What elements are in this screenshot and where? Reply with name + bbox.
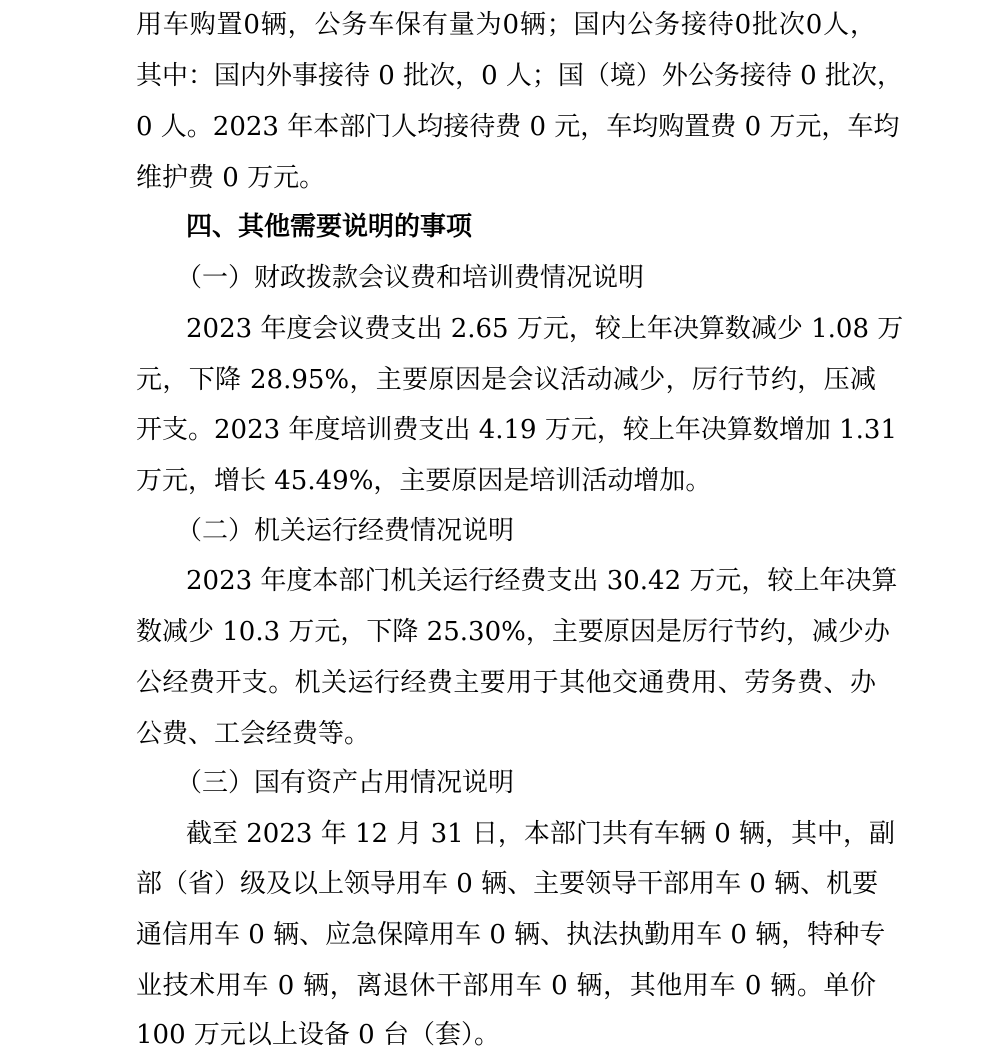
paragraph-line: 开支。2023 年度培训费支出 4.19 万元，较上年决算数增加 1.31: [136, 415, 898, 445]
paragraph-line: 0 人。2023 年本部门人均接待费 0 元，车均购置费 0 万元，车均: [136, 112, 900, 142]
paragraph-line: 数减少 10.3 万元，下降 25.30%，主要原因是厉行节约，减少办: [136, 617, 890, 647]
paragraph-line: 2023 年度会议费支出 2.65 万元，较上年决算数减少 1.08 万: [186, 314, 904, 344]
section-heading: 四、其他需要说明的事项: [186, 212, 473, 242]
paragraph-line: 其中：国内外事接待 0 批次，0 人；国（境）外公务接待 0 批次，: [136, 61, 903, 91]
subsection-heading: （一）财政拨款会议费和培训费情况说明: [176, 263, 645, 293]
paragraph-line: 维护费 0 万元。: [136, 163, 326, 193]
paragraph-line: 公经费开支。机关运行经费主要用于其他交通费用、劳务费、办: [136, 668, 876, 698]
subsection-heading: （三）国有资产占用情况说明: [176, 768, 515, 798]
paragraph-line: 业技术用车 0 辆，离退休干部用车 0 辆，其他用车 0 辆。单价: [136, 971, 876, 1001]
paragraph-line: 万元，增长 45.49%，主要原因是培训活动增加。: [136, 466, 712, 496]
paragraph-line: 部（省）级及以上领导用车 0 辆、主要领导干部用车 0 辆、机要: [136, 869, 879, 899]
paragraph-line: 通信用车 0 辆、应急保障用车 0 辆、执法执勤用车 0 辆，特种专: [136, 920, 886, 950]
paragraph-line: 元，下降 28.95%，主要原因是会议活动减少，厉行节约，压减: [136, 365, 876, 395]
paragraph-line: 公费、工会经费等。: [136, 719, 371, 749]
paragraph-line: 100 万元以上设备 0 台（套）。: [136, 1020, 500, 1050]
paragraph-line: 截至 2023 年 12 月 31 日，本部门共有车辆 0 辆，其中，副: [186, 819, 895, 849]
subsection-heading: （二）机关运行经费情况说明: [176, 516, 515, 546]
paragraph-line: 2023 年度本部门机关运行经费支出 30.42 万元，较上年决算: [186, 566, 898, 596]
paragraph-line: 用车购置0辆，公务车保有量为0辆；国内公务接待0批次0人，: [136, 10, 876, 40]
